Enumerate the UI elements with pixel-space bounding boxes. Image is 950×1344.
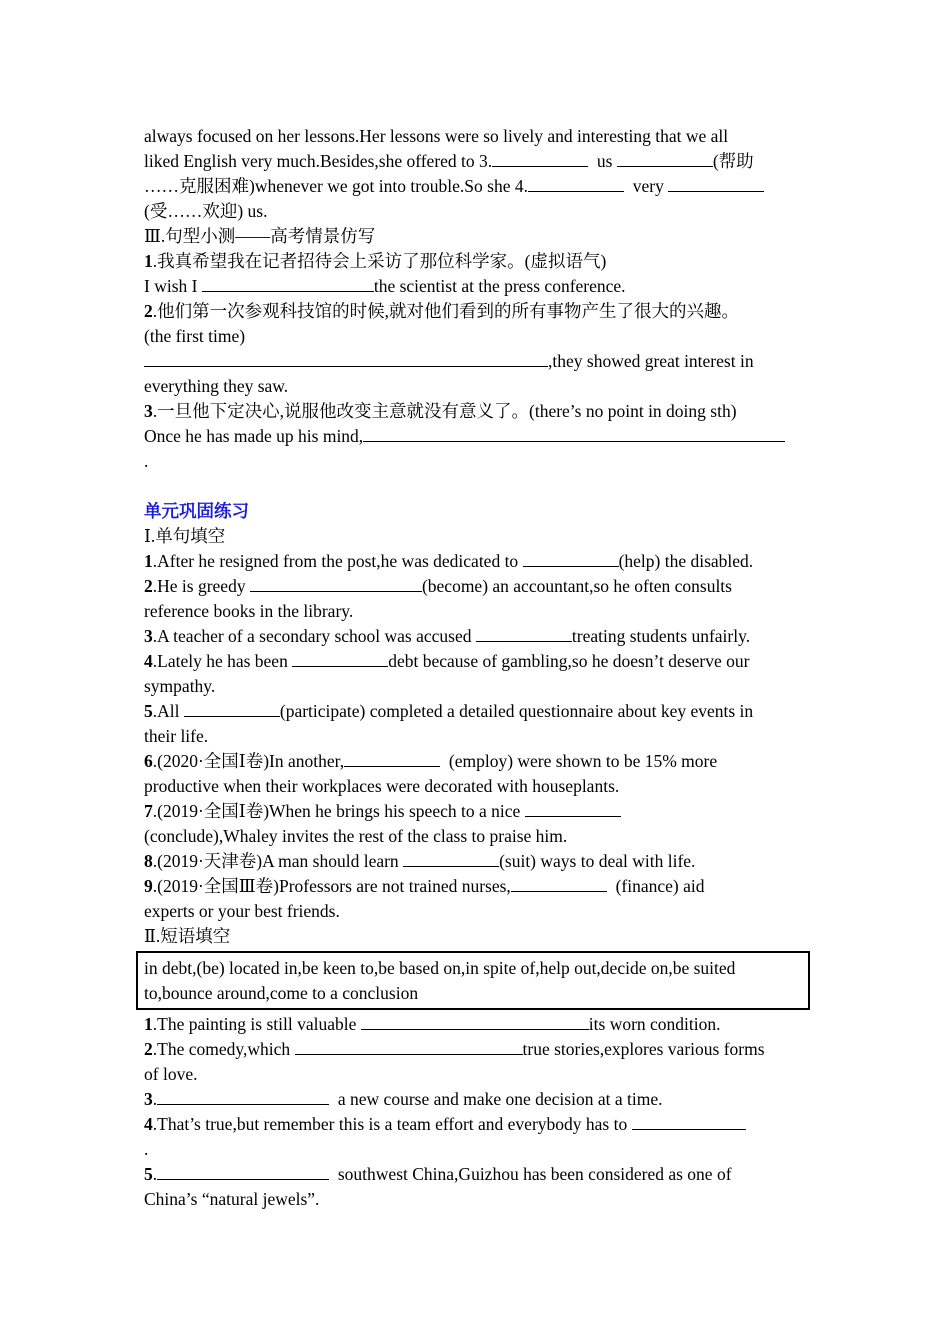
text: .	[152, 1089, 158, 1109]
answer-blank[interactable]	[157, 1162, 329, 1180]
text: .他们第一次参观科技馆的时候,就对他们看到的所有事物产生了很大的兴趣。	[152, 301, 739, 321]
text: treating students unfairly.	[571, 626, 751, 646]
question-number: 8	[144, 851, 153, 871]
answer-blank[interactable]	[184, 699, 280, 717]
phrase-question-1	[144, 1012, 810, 1037]
text: .(2019·全国Ⅰ卷)When he brings his speech to a nice	[152, 801, 521, 821]
question-2	[144, 299, 810, 324]
fill-question-4-cont: sympathy.	[144, 676, 216, 696]
question-number: 5	[144, 701, 153, 721]
answer-line-2b: everything they saw.	[144, 376, 289, 396]
fill-question-9	[144, 874, 810, 899]
text: always focused on her lessons.Her lessons were so lively and interesting that we all	[144, 126, 729, 146]
question-number: 3	[144, 626, 153, 646]
phrase-question-3	[144, 1087, 810, 1112]
answer-blank[interactable]	[632, 1112, 746, 1130]
text: (帮助	[712, 151, 754, 171]
question-number: 1	[144, 551, 153, 571]
spacer	[144, 474, 810, 499]
fill-question-2	[144, 574, 810, 599]
text: (employ) were shown to be 15% more	[448, 751, 718, 771]
answer-blank[interactable]	[403, 849, 499, 867]
question-number: 2	[144, 301, 153, 321]
question-number: 3	[144, 1089, 153, 1109]
fill-question-8	[144, 849, 810, 874]
answer-blank[interactable]	[525, 799, 621, 817]
intro-line-4	[144, 199, 810, 224]
unit-title: 单元巩固练习	[144, 501, 249, 521]
answer-blank[interactable]	[202, 274, 374, 292]
text: a new course and make one decision at a time.	[337, 1089, 663, 1109]
answer-blank[interactable]	[668, 174, 764, 192]
text: (participate) completed a detailed questionnaire about key events in	[279, 701, 754, 721]
text: ……克服困难)whenever we got into trouble.So she 4.	[144, 176, 528, 196]
answer-blank[interactable]	[523, 549, 619, 567]
question-number: 6	[144, 751, 153, 771]
text: southwest China,Guizhou has been considered as one of	[337, 1164, 732, 1184]
question-1	[144, 249, 810, 274]
document-page	[144, 124, 810, 1212]
fill-question-5	[144, 699, 810, 724]
question-number: 5	[144, 1164, 153, 1184]
answer-line-2	[144, 349, 810, 374]
text: .That’s true,but remember this is a team effort and everybody has to	[152, 1114, 628, 1134]
answer-blank[interactable]	[250, 574, 422, 592]
text: .After he resigned from the post,he was dedicated to	[152, 551, 519, 571]
fill-question-2-cont: reference books in the library.	[144, 601, 354, 621]
answer-blank[interactable]	[157, 1087, 329, 1105]
intro-line-1	[144, 124, 810, 149]
phrase-question-2	[144, 1037, 810, 1062]
text: .Lately he has been	[152, 651, 288, 671]
text: us	[596, 151, 613, 171]
text: true stories,explores various forms	[522, 1039, 765, 1059]
question-2-hint: (the first time)	[144, 326, 246, 346]
answer-blank[interactable]	[295, 1037, 523, 1055]
question-number: 9	[144, 876, 153, 896]
answer-blank[interactable]	[511, 874, 607, 892]
answer-blank[interactable]	[144, 349, 548, 367]
text: .(2019·全国Ⅲ卷)Professors are not trained nurses,	[152, 876, 511, 896]
text: .All	[152, 701, 180, 721]
question-number: 2	[144, 576, 153, 596]
phrase-question-5-cont: China’s “natural jewels”.	[144, 1189, 320, 1209]
text: its worn condition.	[588, 1014, 721, 1034]
question-3	[144, 399, 810, 424]
answer-blank[interactable]	[363, 424, 785, 442]
question-number: 4	[144, 1114, 153, 1134]
text: .我真希望我在记者招待会上采访了那位科学家。(虚拟语气)	[152, 251, 607, 271]
text: (suit) ways to deal with life.	[499, 851, 696, 871]
text: .The comedy,which	[152, 1039, 291, 1059]
text: .(2020·全国Ⅰ卷)In another,	[152, 751, 345, 771]
question-number: 3	[144, 401, 153, 421]
answer-blank[interactable]	[528, 174, 624, 192]
question-number: 1	[144, 251, 153, 271]
fill-question-7	[144, 799, 810, 824]
fill-question-7-cont: (conclude),Whaley invites the rest of the class to praise him.	[144, 826, 568, 846]
fill-question-6-cont: productive when their workplaces were decorated with houseplants.	[144, 776, 620, 796]
section-heading: Ⅲ.句型小测——高考情景仿写	[144, 226, 376, 246]
answer-line-3-end: .	[144, 451, 149, 471]
fill-question-4	[144, 649, 810, 674]
text: (help) the disabled.	[618, 551, 754, 571]
phrase-question-2-cont: of love.	[144, 1064, 198, 1084]
answer-blank[interactable]	[476, 624, 572, 642]
phrase-question-5	[144, 1162, 810, 1187]
intro-line-2	[144, 149, 810, 174]
text: Once he has made up his mind,	[144, 426, 364, 446]
text: very	[632, 176, 664, 196]
phrase-question-4-end: .	[144, 1139, 149, 1159]
text: .The painting is still valuable	[152, 1014, 357, 1034]
answer-blank[interactable]	[492, 149, 588, 167]
question-number: 4	[144, 651, 153, 671]
fill-question-6	[144, 749, 810, 774]
fill-question-1	[144, 549, 810, 574]
text: debt because of gambling,so he doesn’t deserve our	[388, 651, 750, 671]
fill-question-5-cont: their life.	[144, 726, 209, 746]
answer-blank[interactable]	[344, 749, 440, 767]
text: (受……欢迎) us.	[144, 201, 268, 221]
text: (finance) aid	[615, 876, 705, 896]
text: I wish I	[144, 276, 198, 296]
answer-blank[interactable]	[617, 149, 713, 167]
phrase-box	[136, 951, 810, 1010]
text: .	[152, 1164, 158, 1184]
text: .一旦他下定决心,说服他改变主意就没有意义了。(there’s no point in doing sth)	[152, 401, 737, 421]
answer-line-1	[144, 274, 810, 299]
intro-line-3	[144, 174, 810, 199]
text: (become) an accountant,so he often consults	[421, 576, 732, 596]
part-2-heading: Ⅱ.短语填空	[144, 926, 231, 946]
fill-question-3	[144, 624, 810, 649]
question-number: 7	[144, 801, 153, 821]
question-number: 1	[144, 1014, 153, 1034]
text: the scientist at the press conference.	[373, 276, 626, 296]
text: liked English very much.Besides,she offered to 3.	[144, 151, 493, 171]
text: .(2019·天津卷)A man should learn	[152, 851, 399, 871]
question-number: 2	[144, 1039, 153, 1059]
fill-question-9-cont: experts or your best friends.	[144, 901, 340, 921]
phrase-box-line-1: in debt,(be) located in,be keen to,be based on,in spite of,help out,decide on,be suited	[144, 958, 736, 978]
phrase-question-4	[144, 1112, 810, 1137]
answer-blank[interactable]	[361, 1012, 589, 1030]
text: .He is greedy	[152, 576, 246, 596]
text: ,they showed great interest in	[548, 351, 754, 371]
text: .A teacher of a secondary school was accused	[152, 626, 472, 646]
part-1-heading: Ⅰ.单句填空	[144, 526, 226, 546]
phrase-box-line-2: to,bounce around,come to a conclusion	[144, 983, 419, 1003]
answer-blank[interactable]	[292, 649, 388, 667]
answer-line-3	[144, 424, 810, 449]
